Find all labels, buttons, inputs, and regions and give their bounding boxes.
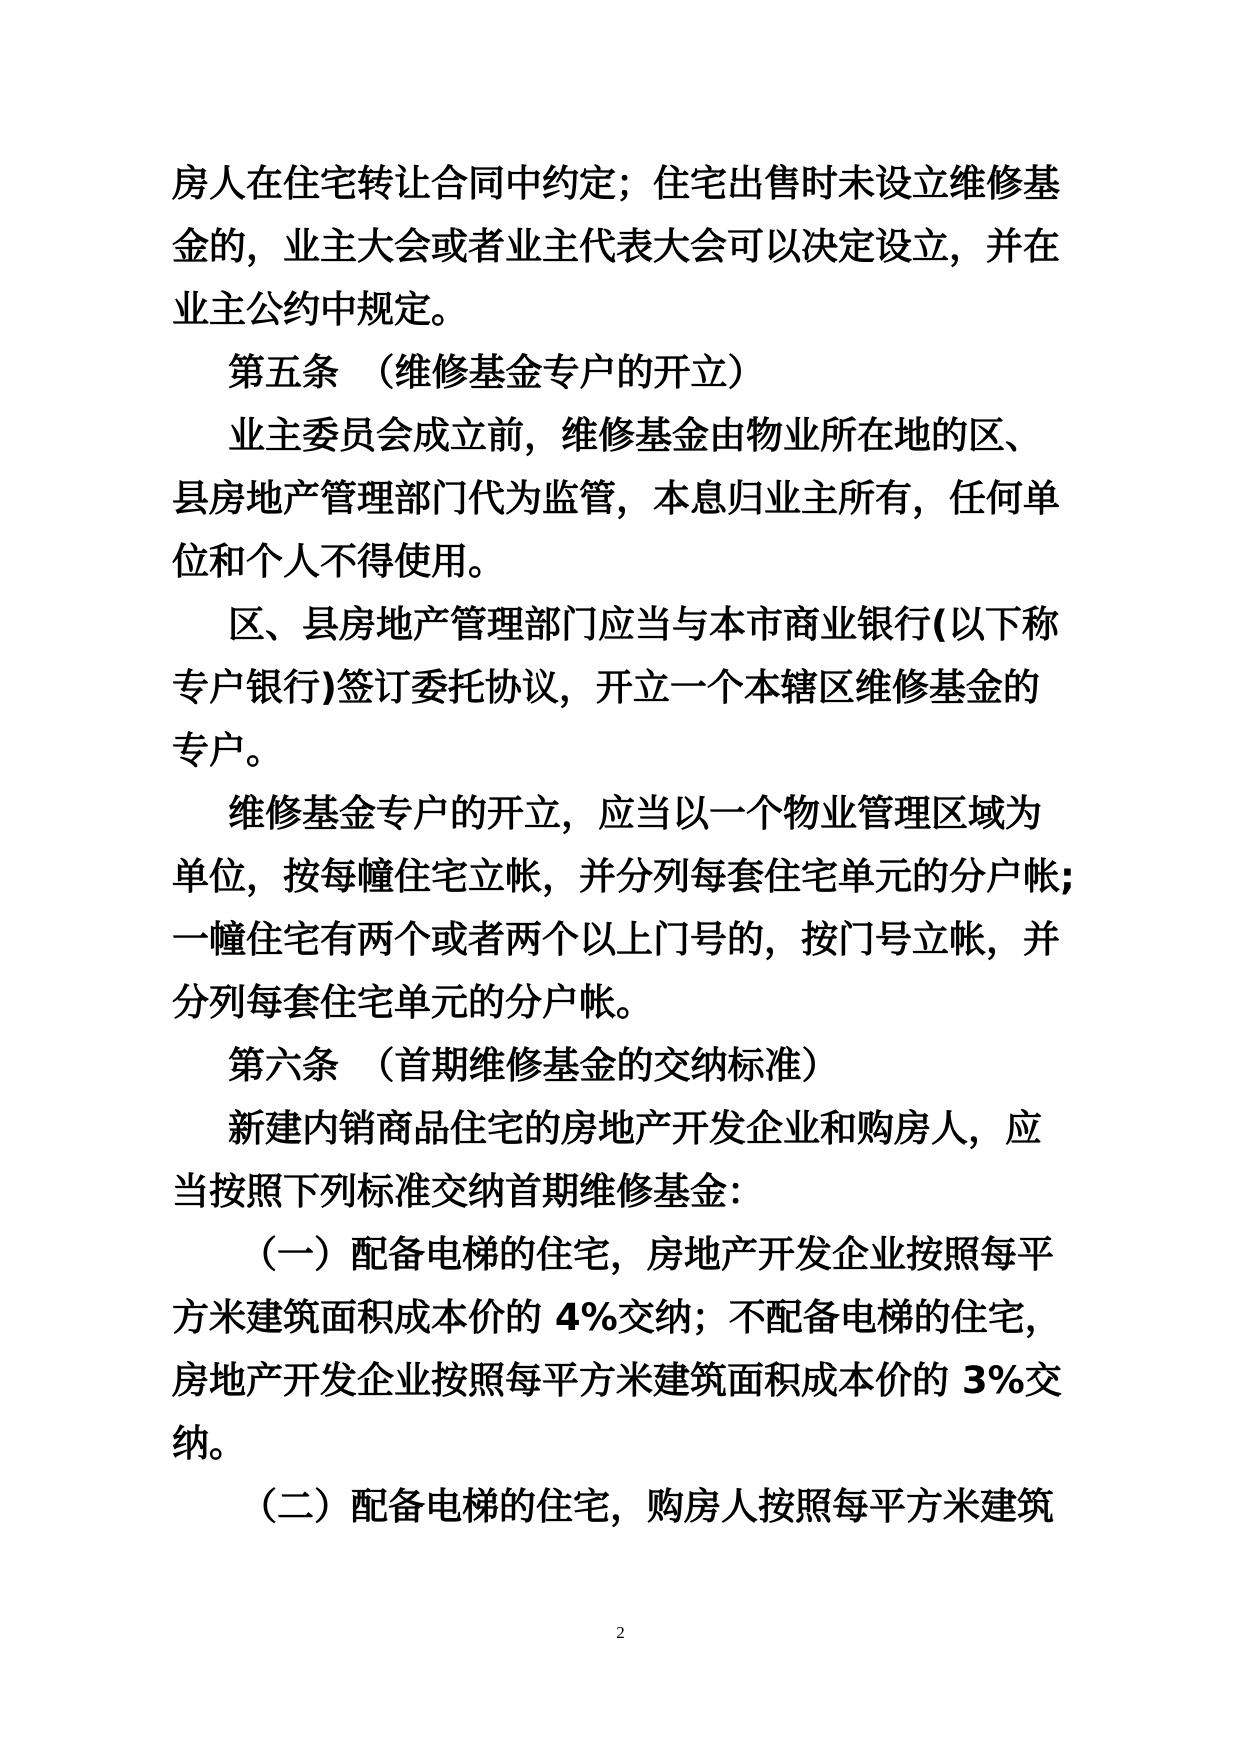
text-line: 一幢住宅有两个或者两个以上门号的，按门号立帐，并 — [172, 918, 1060, 961]
text-line: 金的，业主大会或者业主代表大会可以决定设立，并在 — [172, 225, 1060, 268]
text-line: 业主公约中规定。 — [172, 288, 468, 331]
text-line: 维修基金专户的开立，应当以一个物业管理区域为 — [228, 792, 1042, 835]
text-line: 当按照下列标准交纳首期维修基金： — [172, 1170, 764, 1213]
text-line: 县房地产管理部门代为监管，本息归业主所有，任何单 — [172, 477, 1060, 520]
text-line: 新建内销商品住宅的房地产开发企业和购房人，应 — [228, 1107, 1042, 1150]
text-line: 分列每套住宅单元的分户帐。 — [172, 981, 653, 1024]
article-heading-5: 第五条 （维修基金专户的开立） — [228, 351, 765, 394]
text-line: 位和个人不得使用。 — [172, 540, 505, 583]
page-number: 2 — [616, 1623, 625, 1642]
text-line: 业主委员会成立前，维修基金由物业所在地的区、 — [228, 414, 1042, 457]
list-item-2: （二）配备电梯的住宅，购房人按照每平方米建筑 — [240, 1485, 1054, 1528]
text-line: 区、县房地产管理部门应当与本市商业银行(以下称 — [228, 603, 1059, 646]
text-line: 房人在住宅转让合同中约定；住宅出售时未设立维修基 — [172, 162, 1060, 205]
text-line: 纳。 — [172, 1422, 246, 1465]
text-line: 方米建筑面积成本价的 4%交纳；不配备电梯的住宅， — [172, 1296, 1062, 1339]
text-line: 专户银行)签订委托协议，开立一个本辖区维修基金的 — [172, 666, 1040, 709]
list-item-1: （一）配备电梯的住宅，房地产开发企业按照每平 — [240, 1233, 1054, 1276]
article-heading-6: 第六条 （首期维修基金的交纳标准） — [228, 1044, 839, 1087]
text-line: 单位，按每幢住宅立帐，并分列每套住宅单元的分户帐; — [172, 855, 1075, 898]
text-line: 房地产开发企业按照每平方米建筑面积成本价的 3%交 — [172, 1359, 1062, 1402]
text-line: 专户。 — [172, 729, 283, 772]
